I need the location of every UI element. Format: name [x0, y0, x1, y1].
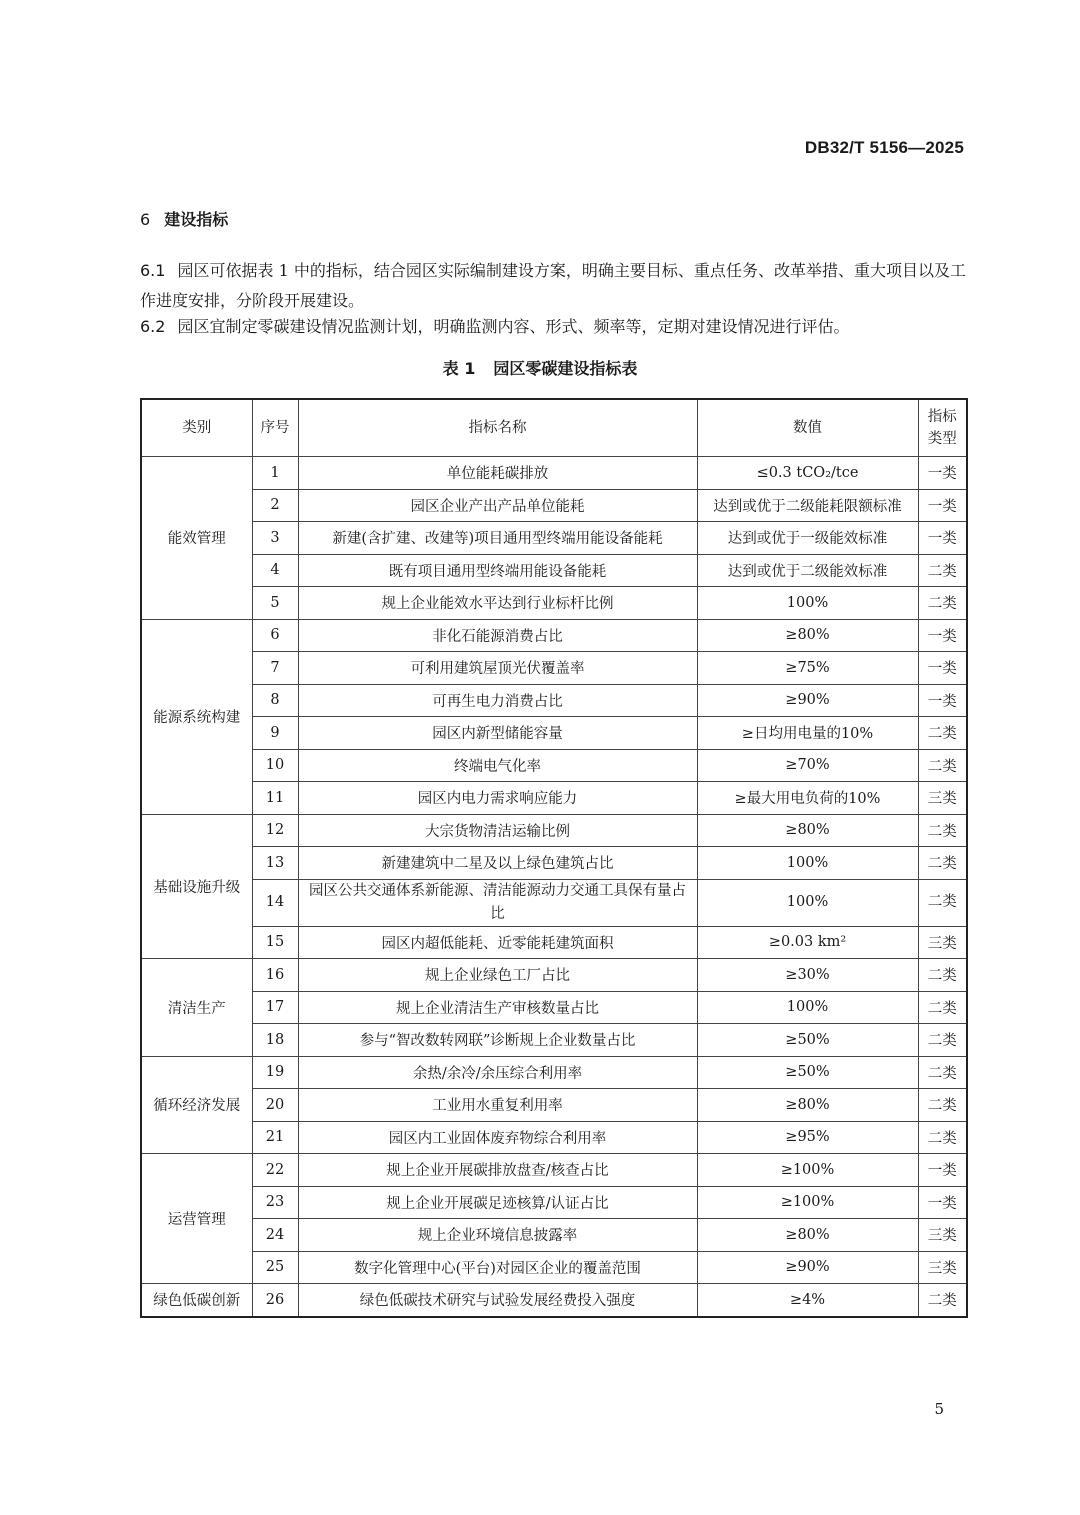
category-cell: 基础设施升级 — [141, 814, 252, 959]
table-row — [141, 652, 967, 685]
header-type: 指标类型 — [918, 399, 967, 457]
seq-cell: 26 — [252, 1284, 298, 1317]
indicator-name-cell: 数字化管理中心(平台)对园区企业的覆盖范围 — [298, 1251, 697, 1284]
indicator-name-cell: 大宗货物清洁运输比例 — [298, 814, 697, 847]
value-cell: ≥90% — [697, 684, 918, 717]
type-cell: 三类 — [918, 926, 967, 959]
type-cell: 一类 — [918, 619, 967, 652]
value-cell: ≥80% — [697, 1219, 918, 1252]
value-cell: ≥50% — [697, 1056, 918, 1089]
seq-cell: 9 — [252, 717, 298, 750]
type-cell: 一类 — [918, 489, 967, 522]
table-row — [141, 522, 967, 555]
type-cell: 一类 — [918, 684, 967, 717]
type-cell: 二类 — [918, 814, 967, 847]
category-cell: 循环经济发展 — [141, 1056, 252, 1154]
indicator-name-cell: 规上企业能效水平达到行业标杆比例 — [298, 587, 697, 620]
category-cell: 清洁生产 — [141, 959, 252, 1057]
clause-6-2 — [140, 312, 966, 342]
table-number: 表 1 — [442, 359, 476, 378]
table-row — [141, 814, 967, 847]
value-cell: ≥95% — [697, 1121, 918, 1154]
value-cell: ≥日均用电量的10% — [697, 717, 918, 750]
table-row — [141, 847, 967, 880]
type-cell: 三类 — [918, 1219, 967, 1252]
seq-cell: 17 — [252, 991, 298, 1024]
table-row — [141, 879, 967, 926]
indicator-name-cell: 规上企业开展碳足迹核算/认证占比 — [298, 1186, 697, 1219]
table-header-row — [141, 399, 967, 457]
table-row — [141, 959, 967, 992]
indicator-name-cell: 参与“智改数转网联”诊断规上企业数量占比 — [298, 1024, 697, 1057]
type-cell: 二类 — [918, 1024, 967, 1057]
type-cell: 二类 — [918, 749, 967, 782]
seq-cell: 13 — [252, 847, 298, 880]
seq-cell: 12 — [252, 814, 298, 847]
table-row — [141, 1284, 967, 1317]
value-cell: ≥100% — [697, 1154, 918, 1187]
value-cell: ≥70% — [697, 749, 918, 782]
value-cell: ≥100% — [697, 1186, 918, 1219]
indicator-name-cell: 园区公共交通体系新能源、清洁能源动力交通工具保有量占比 — [298, 879, 697, 926]
seq-cell: 8 — [252, 684, 298, 717]
seq-cell: 4 — [252, 554, 298, 587]
section-number: 6 — [140, 210, 151, 229]
type-cell: 一类 — [918, 522, 967, 555]
indicator-name-cell: 余热/余冷/余压综合利用率 — [298, 1056, 697, 1089]
header-seq: 序号 — [252, 399, 298, 457]
page-number: 5 — [934, 1400, 944, 1418]
table-title — [0, 356, 1080, 379]
type-cell: 三类 — [918, 782, 967, 815]
clause-text: 园区可依据表 1 中的指标，结合园区实际编制建设方案，明确主要目标、重点任务、改革举措、重大项目以及工作进度安排，分阶段开展建设。 — [140, 261, 966, 310]
value-cell: 100% — [697, 879, 918, 926]
value-cell: 达到或优于二级能效标准 — [697, 554, 918, 587]
table-row — [141, 489, 967, 522]
header-category: 类别 — [141, 399, 252, 457]
table-row — [141, 991, 967, 1024]
value-cell: ≥75% — [697, 652, 918, 685]
value-cell: 100% — [697, 587, 918, 620]
value-cell: ≥0.03 km² — [697, 926, 918, 959]
table-row — [141, 1056, 967, 1089]
type-cell: 二类 — [918, 1056, 967, 1089]
value-cell: ≥50% — [697, 1024, 918, 1057]
indicator-name-cell: 规上企业开展碳排放盘查/核查占比 — [298, 1154, 697, 1187]
seq-cell: 6 — [252, 619, 298, 652]
seq-cell: 5 — [252, 587, 298, 620]
category-cell: 能源系统构建 — [141, 619, 252, 814]
header-value: 数值 — [697, 399, 918, 457]
indicator-name-cell: 园区内电力需求响应能力 — [298, 782, 697, 815]
value-cell: 达到或优于二级能耗限额标准 — [697, 489, 918, 522]
type-cell: 二类 — [918, 587, 967, 620]
standard-code: DB32/T 5156—2025 — [804, 138, 964, 157]
value-cell: ≥4% — [697, 1284, 918, 1317]
indicator-name-cell: 规上企业环境信息披露率 — [298, 1219, 697, 1252]
category-cell: 运营管理 — [141, 1154, 252, 1284]
table-row — [141, 1219, 967, 1252]
clause-number: 6.1 — [140, 261, 166, 280]
value-cell: 达到或优于一级能效标准 — [697, 522, 918, 555]
value-cell: 100% — [697, 847, 918, 880]
type-cell: 二类 — [918, 1089, 967, 1122]
category-cell: 绿色低碳创新 — [141, 1284, 252, 1317]
table-row — [141, 554, 967, 587]
table-row — [141, 1024, 967, 1057]
seq-cell: 24 — [252, 1219, 298, 1252]
indicator-name-cell: 绿色低碳技术研究与试验发展经费投入强度 — [298, 1284, 697, 1317]
table-row — [141, 717, 967, 750]
type-cell: 一类 — [918, 457, 967, 490]
table-row — [141, 1089, 967, 1122]
type-cell: 二类 — [918, 1121, 967, 1154]
table-body — [141, 457, 967, 1317]
seq-cell: 14 — [252, 879, 298, 926]
indicator-name-cell: 可利用建筑屋顶光伏覆盖率 — [298, 652, 697, 685]
indicator-name-cell: 可再生电力消费占比 — [298, 684, 697, 717]
seq-cell: 21 — [252, 1121, 298, 1154]
table-row — [141, 457, 967, 490]
seq-cell: 1 — [252, 457, 298, 490]
type-cell: 一类 — [918, 1186, 967, 1219]
indicator-name-cell: 非化石能源消费占比 — [298, 619, 697, 652]
value-cell: ≥80% — [697, 1089, 918, 1122]
indicator-name-cell: 新建(含扩建、改建等)项目通用型终端用能设备能耗 — [298, 522, 697, 555]
seq-cell: 15 — [252, 926, 298, 959]
type-cell: 二类 — [918, 991, 967, 1024]
table-row — [141, 684, 967, 717]
indicator-name-cell: 工业用水重复利用率 — [298, 1089, 697, 1122]
table-row — [141, 587, 967, 620]
type-cell: 二类 — [918, 1284, 967, 1317]
type-cell: 三类 — [918, 1251, 967, 1284]
seq-cell: 22 — [252, 1154, 298, 1187]
table-row — [141, 782, 967, 815]
value-cell: ≤0.3 tCO₂/tce — [697, 457, 918, 490]
indicator-name-cell: 终端电气化率 — [298, 749, 697, 782]
indicator-table — [140, 398, 968, 1318]
indicator-name-cell: 园区内工业固体废弃物综合利用率 — [298, 1121, 697, 1154]
type-cell: 二类 — [918, 717, 967, 750]
section-title: 建设指标 — [164, 210, 229, 229]
seq-cell: 10 — [252, 749, 298, 782]
seq-cell: 2 — [252, 489, 298, 522]
clause-6-1 — [140, 256, 966, 316]
table-row — [141, 1251, 967, 1284]
table-caption: 园区零碳建设指标表 — [493, 359, 638, 378]
indicator-name-cell: 既有项目通用型终端用能设备能耗 — [298, 554, 697, 587]
table-row — [141, 749, 967, 782]
seq-cell: 3 — [252, 522, 298, 555]
type-cell: 二类 — [918, 959, 967, 992]
value-cell: ≥最大用电负荷的10% — [697, 782, 918, 815]
category-cell: 能效管理 — [141, 457, 252, 620]
seq-cell: 25 — [252, 1251, 298, 1284]
type-cell: 二类 — [918, 879, 967, 926]
indicator-name-cell: 规上企业绿色工厂占比 — [298, 959, 697, 992]
clause-number: 6.2 — [140, 317, 166, 336]
value-cell: ≥30% — [697, 959, 918, 992]
indicator-name-cell: 单位能耗碳排放 — [298, 457, 697, 490]
indicator-name-cell: 园区企业产出产品单位能耗 — [298, 489, 697, 522]
clause-text: 园区宜制定零碳建设情况监测计划，明确监测内容、形式、频率等，定期对建设情况进行评估。 — [177, 317, 850, 336]
value-cell: ≥80% — [697, 619, 918, 652]
indicator-name-cell: 园区内超低能耗、近零能耗建筑面积 — [298, 926, 697, 959]
table-row — [141, 1121, 967, 1154]
value-cell: ≥80% — [697, 814, 918, 847]
table-row — [141, 1154, 967, 1187]
type-cell: 一类 — [918, 652, 967, 685]
value-cell: 100% — [697, 991, 918, 1024]
seq-cell: 23 — [252, 1186, 298, 1219]
value-cell: ≥90% — [697, 1251, 918, 1284]
seq-cell: 19 — [252, 1056, 298, 1089]
section-heading — [140, 207, 228, 230]
seq-cell: 18 — [252, 1024, 298, 1057]
header-name: 指标名称 — [298, 399, 697, 457]
seq-cell: 11 — [252, 782, 298, 815]
table-row — [141, 1186, 967, 1219]
type-cell: 二类 — [918, 554, 967, 587]
type-cell: 一类 — [918, 1154, 967, 1187]
table-row — [141, 926, 967, 959]
seq-cell: 16 — [252, 959, 298, 992]
seq-cell: 7 — [252, 652, 298, 685]
indicator-name-cell: 新建建筑中二星及以上绿色建筑占比 — [298, 847, 697, 880]
type-cell: 二类 — [918, 847, 967, 880]
seq-cell: 20 — [252, 1089, 298, 1122]
indicator-name-cell: 规上企业清洁生产审核数量占比 — [298, 991, 697, 1024]
table-row — [141, 619, 967, 652]
indicator-name-cell: 园区内新型储能容量 — [298, 717, 697, 750]
